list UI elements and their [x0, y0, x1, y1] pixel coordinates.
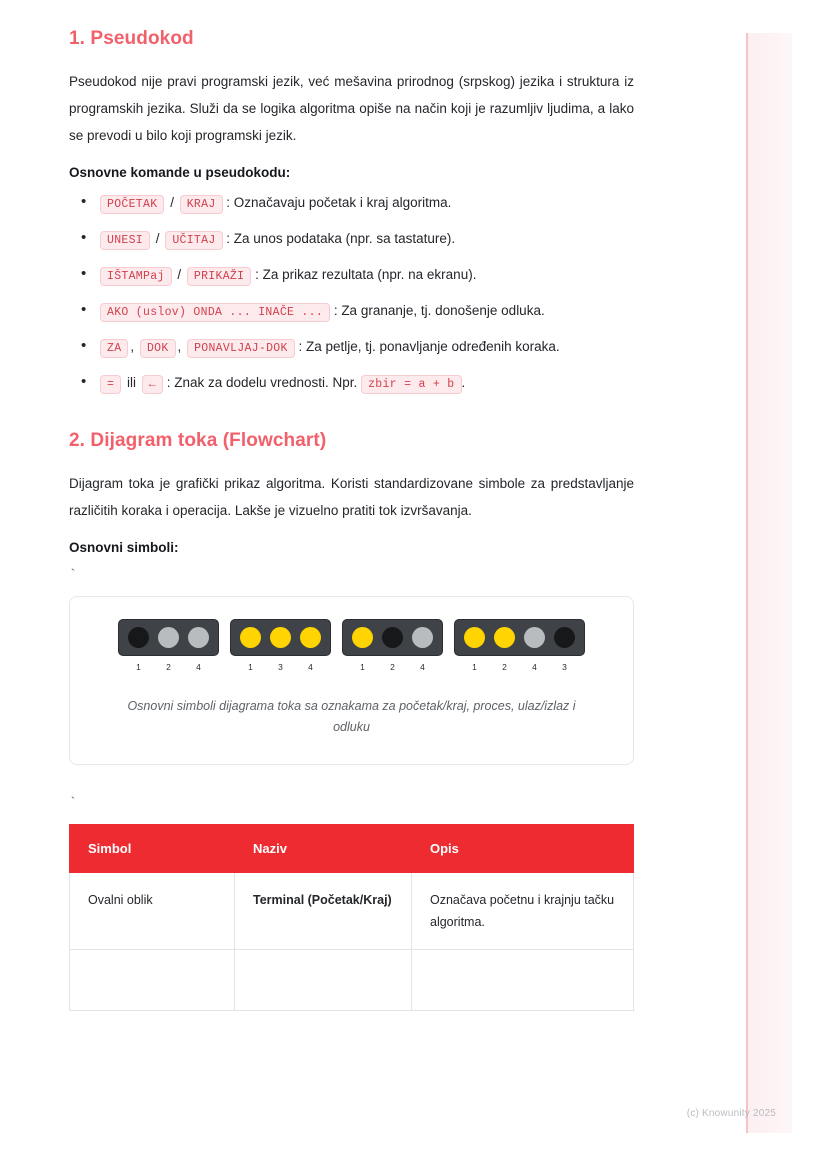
list-item	[69, 264, 634, 288]
section-1-subhead: Osnovne komande u pseudokodu:	[69, 165, 291, 180]
lamp-labels	[455, 662, 584, 672]
list-item	[69, 300, 634, 324]
column-header-name: Naziv	[235, 825, 412, 873]
code-token: ←	[142, 375, 163, 394]
code-separator: /	[170, 195, 174, 210]
figure-caption: Osnovni simboli dijagrama toka sa oznakama za početak/kraj, proces, ulaz/izlaz i odluku	[127, 699, 576, 734]
lamp-strip	[454, 619, 585, 656]
code-separator: /	[155, 231, 160, 246]
symbol-group	[342, 619, 443, 672]
lamp-yellow-icon	[300, 627, 321, 648]
lamp-label: 4	[196, 662, 201, 672]
pseudocode-command-list	[69, 192, 634, 396]
cell-symbol	[70, 950, 235, 1011]
code-token: UNESI	[100, 231, 150, 250]
code-token: PRIKAŽI	[187, 267, 251, 286]
code-token: ZA	[100, 339, 128, 358]
cell-name	[235, 950, 412, 1011]
list-item	[69, 372, 634, 396]
code-token: PONAVLJAJ-DOK	[187, 339, 295, 358]
code-token-example: zbir = a + b	[361, 375, 461, 394]
code-token: POČETAK	[100, 195, 164, 214]
flowchart-symbols-figure	[69, 596, 634, 765]
command-description: : Za prikaz rezultata (npr. na ekranu).	[255, 267, 477, 282]
cell-name: Terminal (Početak/Kraj)	[235, 873, 412, 950]
lamp-yellow-icon	[352, 627, 373, 648]
table-body	[70, 873, 634, 1011]
cell-symbol: Ovalni oblik	[70, 873, 235, 950]
lamp-yellow-icon	[494, 627, 515, 648]
lamp-grey-icon	[412, 627, 433, 648]
trailing-text: .	[461, 375, 466, 390]
document-content	[69, 28, 634, 1011]
symbol-groups-row	[90, 619, 613, 672]
symbols-table	[69, 824, 634, 1011]
section-1-paragraph: Pseudokod nije pravi programski jezik, već mešavina prirodnog (srpskog) jezika i struktura iz programskih jezika. Služi da se logika algoritma opiše na način koji je razumljiv ljudima, a lako se prevodi u bilo koji programski jezik.	[69, 74, 634, 143]
symbol-group	[230, 619, 331, 672]
table-head	[70, 825, 634, 873]
section-2-title: 2. Dijagram toka (Flowchart)	[69, 430, 327, 451]
symbol-group	[454, 619, 585, 672]
section-2-paragraph: Dijagram toka je grafički prikaz algoritma. Koristi standardizovane simbole za predstavljanje različitih koraka i operacija. Lakše je vizuelno pratiti tok izvršavanja.	[69, 476, 634, 518]
section-1-title: 1. Pseudokod	[69, 28, 194, 49]
section-2-subhead: Osnovni simboli:	[69, 540, 179, 555]
lamp-yellow-icon	[270, 627, 291, 648]
code-token: KRAJ	[180, 195, 223, 214]
list-item	[69, 336, 634, 360]
code-token: AKO (uslov) ONDA ... INAČE ...	[100, 303, 330, 322]
lamp-label: 1	[472, 662, 477, 672]
lamp-label: 3	[278, 662, 283, 672]
lamp-dark-icon	[382, 627, 403, 648]
lamp-label: 4	[532, 662, 537, 672]
code-token: =	[100, 375, 121, 394]
lamp-grey-icon	[158, 627, 179, 648]
lamp-label: 2	[166, 662, 171, 672]
column-header-symbol: Simbol	[70, 825, 235, 873]
lamp-labels	[231, 662, 330, 672]
list-item	[69, 228, 634, 252]
cell-description: Označava početnu i krajnju tačku algoritma.	[412, 873, 634, 950]
command-description: : Znak za dodelu vrednosti. Npr.	[166, 375, 358, 390]
symbol-group	[118, 619, 219, 672]
lamp-labels	[343, 662, 442, 672]
code-token: IŠTAMPaj	[100, 267, 172, 286]
lamp-yellow-icon	[464, 627, 485, 648]
command-description: : Za petlje, tj. ponavljanje određenih koraka.	[298, 339, 560, 354]
lamp-dark-icon	[128, 627, 149, 648]
table-header-row	[70, 825, 634, 873]
lamp-label: 1	[136, 662, 141, 672]
lamp-label: 2	[502, 662, 507, 672]
command-description: : Za grananje, tj. donošenje odluka.	[333, 303, 545, 318]
lamp-label: 3	[562, 662, 567, 672]
lamp-strip	[342, 619, 443, 656]
lamp-label: 1	[248, 662, 253, 672]
lamp-grey-icon	[524, 627, 545, 648]
lamp-label: 2	[390, 662, 395, 672]
lamp-label: 4	[420, 662, 425, 672]
lamp-strip	[230, 619, 331, 656]
lamp-label: 4	[308, 662, 313, 672]
command-description: : Za unos podataka (npr. sa tastature).	[226, 231, 456, 246]
lamp-labels	[119, 662, 218, 672]
backtick-marker-after: `	[69, 795, 77, 810]
code-separator: ,	[130, 339, 135, 354]
code-token: DOK	[140, 339, 176, 358]
list-item	[69, 192, 634, 216]
column-header-description: Opis	[412, 825, 634, 873]
table-row	[70, 950, 634, 1011]
code-separator: /	[177, 267, 182, 282]
page-side-strip	[746, 33, 792, 1133]
watermark: (c) Knowunity 2025	[686, 1108, 776, 1119]
code-separator: ili	[126, 375, 136, 390]
lamp-grey-icon	[188, 627, 209, 648]
lamp-strip	[118, 619, 219, 656]
table-row	[70, 873, 634, 950]
lamp-yellow-icon	[240, 627, 261, 648]
lamp-dark-icon	[554, 627, 575, 648]
code-token: UČITAJ	[165, 231, 222, 250]
command-description: : Označavaju početak i kraj algoritma.	[226, 195, 452, 210]
backtick-marker-before: `	[69, 567, 77, 582]
lamp-label: 1	[360, 662, 365, 672]
cell-description	[412, 950, 634, 1011]
code-separator: ,	[177, 339, 182, 354]
